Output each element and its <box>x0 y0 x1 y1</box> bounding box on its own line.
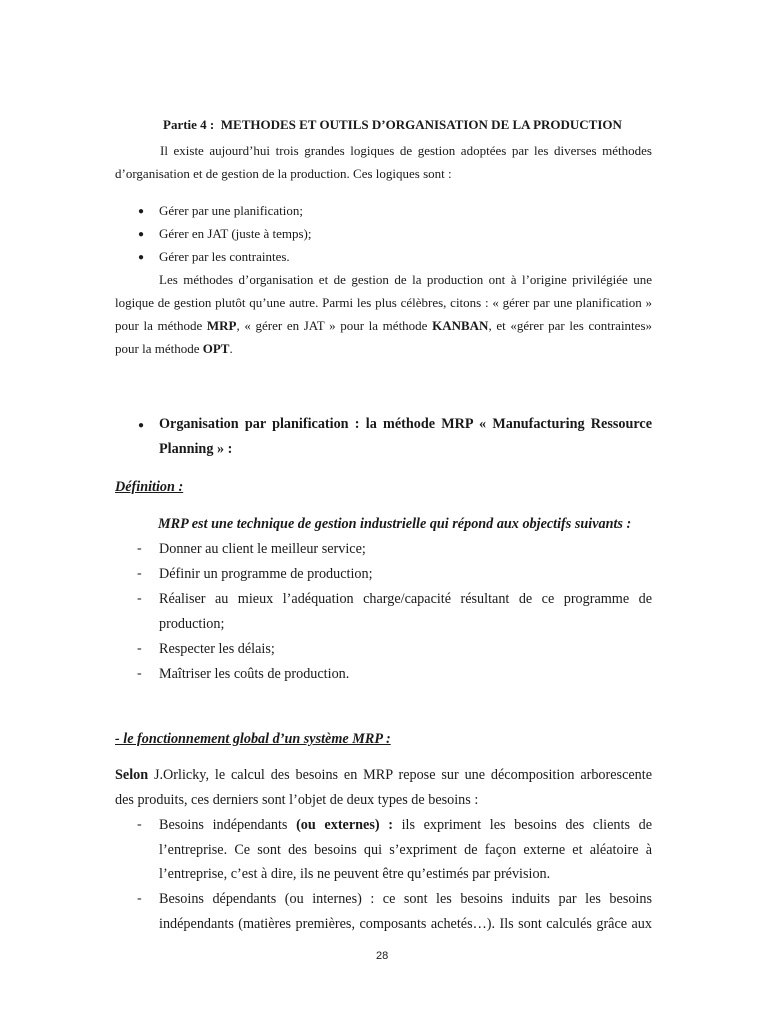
selon-label: Selon <box>115 767 149 783</box>
methods-line-2: logique de gestion plutôt qu’une autre. Parmi les plus célèbres, citons : « gérer par une planification » <box>115 295 652 310</box>
dash-icon: - <box>137 541 142 556</box>
section-heading-line-1: Organisation par planification : la méthode MRP « Manufacturing Ressource <box>159 416 652 432</box>
page-number: 28 <box>376 950 389 962</box>
list-item: Maîtriser les coûts de production. <box>159 666 350 682</box>
bullet-icon: ● <box>138 229 145 240</box>
selon-line-1 <box>115 767 652 784</box>
needs-item-1-line-2: l’entreprise. Ce sont des besoins qui s’expriment de façon externe et aléatoire à <box>159 842 652 858</box>
text-run: J.Orlicky, le calcul des besoins en MRP repose sur une décomposition arborescente <box>148 767 652 783</box>
text-run: . <box>229 341 233 356</box>
opt-label: OPT <box>202 341 230 356</box>
text-run: , « gérer en JAT » pour la méthode <box>236 318 433 333</box>
text-run: pour la méthode <box>115 318 207 333</box>
part-title-text: METHODES ET OUTILS D’ORGANISATION DE LA PRODUCTION <box>220 117 622 132</box>
methods-line-4 <box>115 341 233 357</box>
kanban-label: KANBAN <box>432 318 489 333</box>
list-item: Donner au client le meilleur service; <box>159 541 366 557</box>
list-item: Gérer par une planification; <box>159 203 304 218</box>
bullet-icon: ● <box>138 206 145 217</box>
dash-icon: - <box>137 666 142 681</box>
text-run: pour la méthode <box>115 341 203 356</box>
intro-line-1: Il existe aujourd’hui trois grandes logiques de gestion adoptées par les diverses méthodes <box>160 143 652 158</box>
page-title <box>163 117 622 133</box>
needs-item-1-line-3: l’entreprise, c’est à dire, ils ne peuvent être qu’estimés par prévision. <box>159 866 551 882</box>
needs-item-2-line-2: indépendants (matières premières, composants achetés…). Ils sont calculés grâce aux <box>159 916 652 932</box>
text-run: ils expriment les besoins des clients de <box>392 817 652 833</box>
selon-line-2: des produits, ces derniers sont l’objet de deux types de besoins : <box>115 792 479 808</box>
dash-icon: - <box>137 641 142 656</box>
dash-icon: - <box>137 566 142 581</box>
dash-icon: - <box>137 891 142 906</box>
text-run: Besoins indépendants <box>159 817 297 833</box>
needs-item-1-line-1 <box>159 817 652 834</box>
part-label: Partie 4 : <box>163 117 215 132</box>
list-item: Réaliser au mieux l’adéquation charge/capacité résultant de ce programme de <box>159 591 652 607</box>
intro-line-2: d’organisation et de gestion de la production. Ces logiques sont : <box>115 166 452 181</box>
list-item: Gérer par les contraintes. <box>159 249 290 264</box>
dash-icon: - <box>137 591 142 606</box>
methods-line-3 <box>115 318 652 334</box>
list-item: Gérer en JAT (juste à temps); <box>159 226 312 241</box>
list-item: Respecter les délais; <box>159 641 275 657</box>
methods-line-1: Les méthodes d’organisation et de gestion de la production ont à l’origine privilégiée une <box>159 272 652 287</box>
list-item-continuation: production; <box>159 616 225 632</box>
mrp-label: MRP <box>206 318 237 333</box>
externes-label: (ou externes) : <box>296 817 393 833</box>
list-item: Définir un programme de production; <box>159 566 373 582</box>
definition-heading: Définition : <box>115 479 184 495</box>
definition-intro: MRP est une technique de gestion industrielle qui répond aux objectifs suivants : <box>158 516 632 532</box>
text-run: , et «gérer par les contraintes» <box>488 318 653 333</box>
fonctionnement-heading: - le fonctionnement global d’un système MRP : <box>115 731 391 747</box>
dash-icon: - <box>137 817 142 832</box>
needs-item-2-line-1: Besoins dépendants (ou internes) : ce sont les besoins induits par les besoins <box>159 891 652 907</box>
bullet-icon: ● <box>138 420 145 431</box>
bullet-icon: ● <box>138 252 145 263</box>
section-heading-line-2: Planning » : <box>159 441 233 457</box>
